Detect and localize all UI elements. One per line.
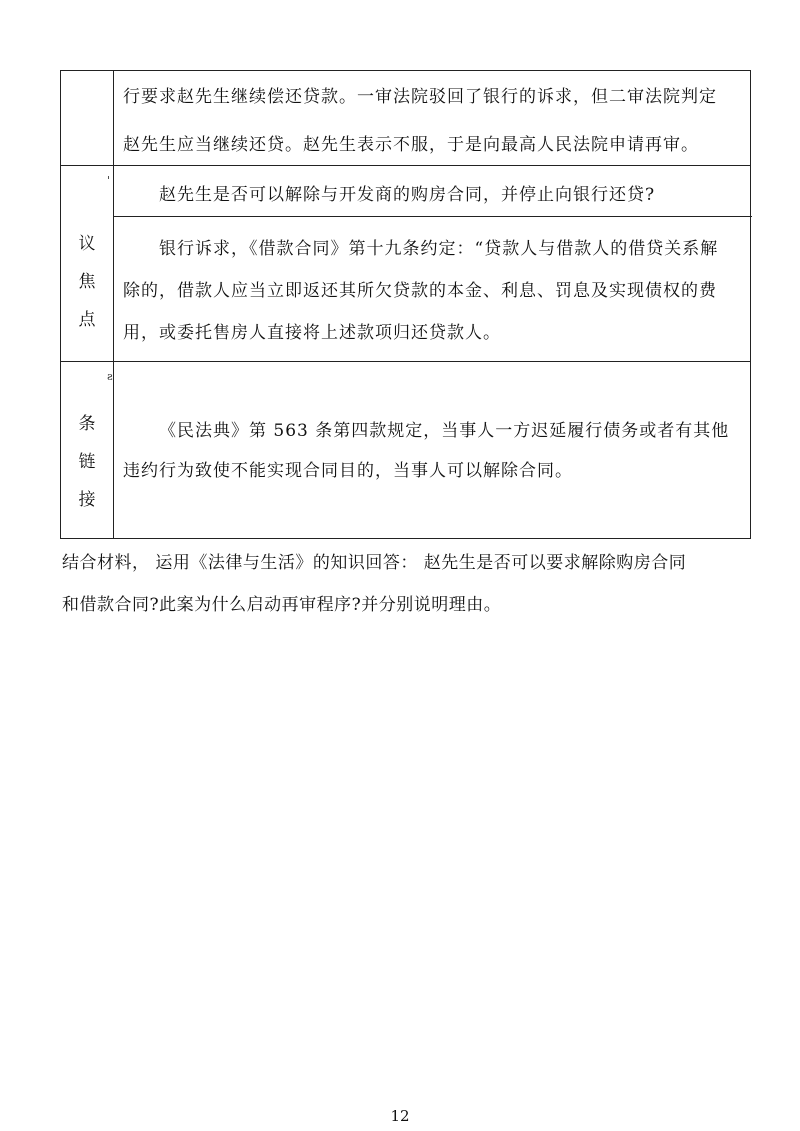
- bank-claim-line-1: 银行诉求，《借款合同》第十九条约定：“贷款人与借款人的借贷关系解: [159, 239, 719, 259]
- question-line-2: 和借款合同?此案为什么启动再审程序?并分别说明理由。: [62, 595, 502, 615]
- bank-claim-line-2: 除的，借款人应当立即返还其所欠贷款的本金、利息、罚息及实现债权的费: [123, 281, 717, 301]
- label-char: 条: [78, 414, 96, 434]
- case-table: [60, 70, 751, 539]
- page-number: 12: [390, 1107, 410, 1125]
- case-text-line-2: 赵先生应当继续还贷。赵先生表示不服，于是向最高人民法院申请再审。: [123, 135, 699, 155]
- bank-claim-line-3: 用，或委托售房人直接将上述款项归还贷款人。: [123, 323, 501, 343]
- label-char: 链: [78, 452, 96, 472]
- civil-code-line-1: 《民法典》第 563 条第四款规定，当事人一方迟延履行债务或者有其他: [159, 421, 730, 441]
- law-link-label: [61, 405, 113, 519]
- label-column-divider: [113, 71, 114, 538]
- label-char: 点: [78, 310, 96, 330]
- stray-mark: ƨ: [107, 370, 113, 383]
- dispute-question: 赵先生是否可以解除与开发商的购房合同，并停止向银行还贷?: [159, 185, 656, 205]
- civil-code-line-2: 违约行为致使不能实现合同目的，当事人可以解除合同。: [123, 461, 573, 481]
- label-char: 焦: [78, 272, 96, 292]
- inner-row-divider: [113, 216, 752, 217]
- question-line-1: 结合材料， 运用《法律与生活》的知识回答： 赵先生是否可以要求解除购房合同: [62, 553, 687, 573]
- row-divider-2: [61, 361, 750, 362]
- label-char: 接: [78, 490, 96, 510]
- row-divider-1: [61, 165, 750, 166]
- label-char: 议: [78, 234, 96, 254]
- dispute-focus-label: [61, 225, 113, 339]
- stray-mark: ': [107, 174, 111, 187]
- case-text-line-1: 行要求赵先生继续偿还贷款。一审法院驳回了银行的诉求，但二审法院判定: [123, 87, 717, 107]
